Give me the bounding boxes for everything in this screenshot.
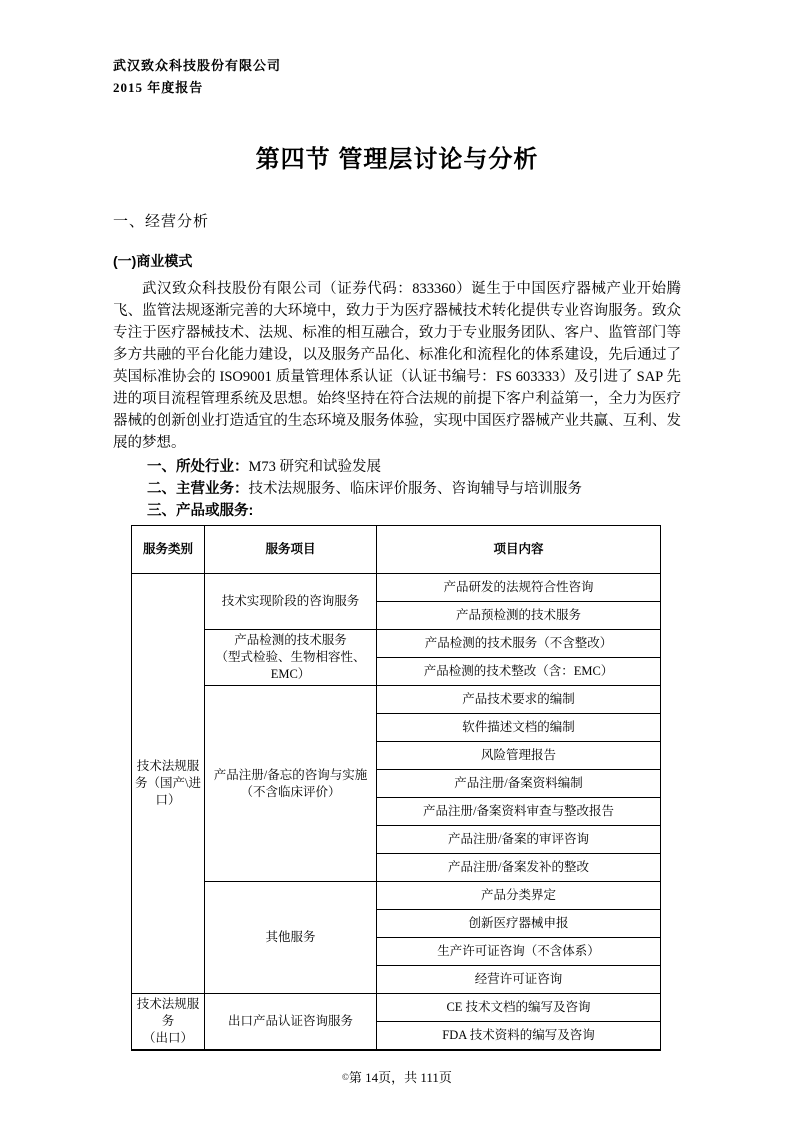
list-item-industry [147, 456, 681, 478]
project-text-note: （不含临床评价） [240, 784, 341, 799]
project-text: 技术实现阶段的咨询服务 [221, 594, 360, 608]
table-row [132, 686, 661, 714]
content-cell: FDA 技术资料的编写及咨询 [377, 1022, 661, 1050]
category-cell [132, 994, 205, 1050]
project-text: 其他服务 [265, 930, 316, 944]
industry-text: M73 研究和试验发展 [248, 459, 382, 475]
page-footer [113, 1067, 681, 1086]
content-cell: 产品分类界定 [377, 882, 661, 910]
services-table [131, 525, 661, 1051]
content-cell: 产品注册/备案发补的整改 [377, 854, 661, 882]
table-header-row [132, 526, 661, 574]
category-text-note: （出口） [142, 1030, 193, 1045]
content-cell: 产品研发的法规符合性咨询 [377, 574, 661, 602]
project-cell [205, 882, 377, 994]
table-row [132, 574, 661, 602]
col-header-project-content: 项目内容 [377, 526, 661, 574]
page-title: 第四节 管理层讨论与分析 [255, 146, 539, 173]
report-year: 2015 年度报告 [113, 80, 204, 95]
project-cell [205, 574, 377, 630]
table-row [132, 882, 661, 910]
project-text: 出口产品认证咨询服务 [227, 1013, 353, 1028]
content-cell: 产品检测的技术整改（含：EMC） [377, 658, 661, 686]
business-list [113, 456, 681, 522]
project-text: 产品检测的技术服务 [234, 633, 347, 647]
project-cell [205, 686, 377, 882]
content-cell: 风险管理报告 [377, 742, 661, 770]
content-cell: 产品预检测的技术服务 [377, 602, 661, 630]
industry-label: 一、所处行业： [147, 459, 249, 475]
category-text: 技术法规服务（国产\进口） [135, 759, 201, 807]
list-item-products [147, 500, 681, 522]
page-number-text: 第 14页，共 111页 [348, 1069, 452, 1085]
document-header [113, 0, 681, 99]
table-row [132, 630, 661, 658]
project-text-note: （型式检验、生物相容性、EMC） [215, 650, 366, 681]
project-text: 产品注册/备忘的咨询与实施 [213, 767, 368, 782]
main-business-label: 二、主营业务： [147, 481, 249, 497]
content-cell: 产品注册/备案资料编制 [377, 770, 661, 798]
business-model-paragraph: 武汉致众科技股份有限公司（证券代码：833360）诞生于中国医疗器械产业开始腾飞、监管法规逐渐完善的大环境中，致力于为医疗器械技术转化提供专业咨询服务。致众专注于医疗器械技术、法规、标准的相互融合，致力于专业服务团队、客户、监管部门等多方共融的平台化能力建设，以及服务产品化、标准化和流程化的体系建设，先后通过了英国标准协会的 ISO9001 质量管理体系认证（认证书编号：FS 603333）及引进了 SAP 先进的项目流程管理系统及思想。始终坚持在符合法规的前提下客户利益第一，全力为医疗器械的创新创业打造适宜的生态环境及服务体验，实现中国医疗器械产业共赢、互利、发展的梦想。 [113, 281, 681, 451]
table-row [132, 994, 661, 1022]
content-cell: 产品检测的技术服务（不含整改） [377, 630, 661, 658]
content-cell: 创新医疗器械申报 [377, 910, 661, 938]
category-cell [132, 574, 205, 994]
content-cell: 产品注册/备案的审评咨询 [377, 826, 661, 854]
project-cell [205, 994, 377, 1050]
main-business-text: 技术法规服务、临床评价服务、咨询辅导与培训服务 [248, 481, 582, 497]
subsection-heading: (一)商业模式 [113, 253, 193, 269]
col-header-service-project: 服务项目 [205, 526, 377, 574]
footer-symbol: © [342, 1071, 349, 1082]
content-cell: 经营许可证咨询 [377, 966, 661, 994]
content-cell: 产品技术要求的编制 [377, 686, 661, 714]
category-text: 技术法规服务 [136, 996, 200, 1028]
content-cell: 生产许可证咨询（不含体系） [377, 938, 661, 966]
list-item-main-business [147, 478, 681, 500]
project-cell [205, 630, 377, 686]
products-label: 三、产品或服务: [147, 503, 254, 519]
section-heading: 一、经营分析 [113, 214, 210, 230]
content-cell: 软件描述文档的编制 [377, 714, 661, 742]
company-name: 武汉致众科技股份有限公司 [113, 58, 282, 73]
col-header-service-category: 服务类别 [132, 526, 205, 574]
content-cell: CE 技术文档的编写及咨询 [377, 994, 661, 1022]
content-cell: 产品注册/备案资料审查与整改报告 [377, 798, 661, 826]
